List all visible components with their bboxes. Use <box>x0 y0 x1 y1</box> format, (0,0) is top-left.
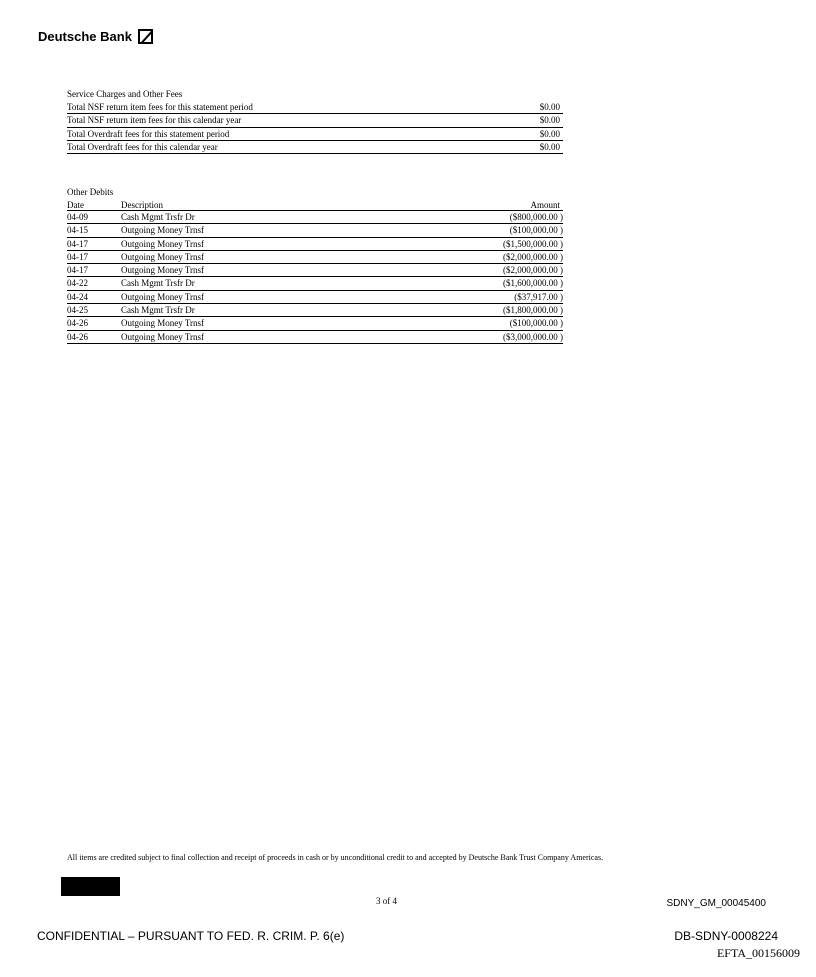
fee-row <box>67 141 563 154</box>
debit-description: Cash Mgmt Trsfr Dr <box>121 212 195 222</box>
debit-description: Outgoing Money Trnsf <box>121 318 205 329</box>
column-header-date: Date <box>67 200 84 210</box>
debit-date: 04-24 <box>67 291 88 302</box>
debit-description: Outgoing Money Trnsf <box>121 331 205 342</box>
debit-row <box>67 211 563 224</box>
fee-amount: $0.00 <box>539 102 560 112</box>
debit-amount: ($100,000.00 ) <box>509 225 563 236</box>
service-charges-title: Service Charges and Other Fees <box>67 89 183 99</box>
debit-amount: ($2,000,000.00 ) <box>503 265 563 276</box>
debit-date: 04-17 <box>67 251 88 262</box>
column-header-description: Description <box>121 200 163 210</box>
efta-number: EFTA_00156009 <box>716 946 800 960</box>
fee-label: Total NSF return item fees for this statement period <box>67 102 253 112</box>
debit-date: 04-25 <box>67 305 88 316</box>
debit-date: 04-17 <box>67 265 88 276</box>
fee-row <box>67 128 563 141</box>
debit-description: Outgoing Money Trnsf <box>121 238 205 249</box>
other-debits-section <box>67 186 563 344</box>
fee-amount: $0.00 <box>539 141 560 152</box>
debit-row <box>67 264 563 277</box>
confidentiality-notice: CONFIDENTIAL – PURSUANT TO FED. R. CRIM. P. 6(e) <box>37 929 345 943</box>
fee-amount: $0.00 <box>539 128 560 139</box>
debit-amount: ($1,500,000.00 ) <box>503 238 563 249</box>
debit-amount: ($2,000,000.00 ) <box>503 251 563 262</box>
debit-description: Outgoing Money Trnsf <box>121 251 205 262</box>
bank-name: Deutsche Bank <box>38 29 132 44</box>
debit-date: 04-26 <box>67 331 88 342</box>
debit-row <box>67 251 563 264</box>
redaction-box <box>61 877 120 896</box>
fee-label: Total Overdraft fees for this calendar year <box>67 141 218 152</box>
debit-date: 04-17 <box>67 238 88 249</box>
fee-amount: $0.00 <box>539 115 560 126</box>
debit-amount: ($100,000.00 ) <box>509 318 563 329</box>
debit-amount: ($800,000.00 ) <box>509 212 563 222</box>
debit-amount: ($1,800,000.00 ) <box>503 305 563 316</box>
deutsche-bank-slash-logo-icon <box>138 29 153 44</box>
debit-row <box>67 238 563 251</box>
debit-date: 04-15 <box>67 225 88 236</box>
debit-description: Cash Mgmt Trsfr Dr <box>121 278 195 289</box>
debit-row <box>67 331 563 344</box>
fee-row <box>67 114 563 127</box>
credit-disclaimer: All items are credited subject to final collection and receipt of proceeds in cash or by unconditional credit to and accepted by Deutsche Bank Trust Company Americas. <box>67 853 604 862</box>
debit-description: Outgoing Money Trnsf <box>121 265 205 276</box>
fee-label: Total Overdraft fees for this statement period <box>67 128 230 139</box>
service-charges-section <box>67 88 563 154</box>
debit-row <box>67 277 563 290</box>
debit-description: Cash Mgmt Trsfr Dr <box>121 305 195 316</box>
other-debits-title: Other Debits <box>67 187 114 197</box>
fee-row <box>67 101 563 114</box>
debit-description: Outgoing Money Trnsf <box>121 225 205 236</box>
bates-number-db: DB-SDNY-0008224 <box>674 929 778 943</box>
debit-amount: ($3,000,000.00 ) <box>503 331 563 342</box>
fee-label: Total NSF return item fees for this calendar year <box>67 115 242 126</box>
other-debits-table <box>67 211 563 344</box>
debit-row <box>67 291 563 304</box>
debit-date: 04-09 <box>67 212 88 222</box>
debit-date: 04-26 <box>67 318 88 329</box>
debit-row <box>67 317 563 330</box>
debit-date: 04-22 <box>67 278 88 289</box>
debit-row <box>67 224 563 237</box>
service-charges-table <box>67 101 563 154</box>
other-debits-header-row <box>67 199 563 211</box>
bates-number-sdny: SDNY_GM_00045400 <box>666 898 766 909</box>
debit-amount: ($1,600,000.00 ) <box>503 278 563 289</box>
debit-amount: ($37,917.00 ) <box>514 291 563 302</box>
page-number: 3 of 4 <box>376 896 397 906</box>
debit-description: Outgoing Money Trnsf <box>121 291 205 302</box>
column-header-amount: Amount <box>530 200 560 210</box>
debit-row <box>67 304 563 317</box>
bank-logo <box>38 29 153 44</box>
